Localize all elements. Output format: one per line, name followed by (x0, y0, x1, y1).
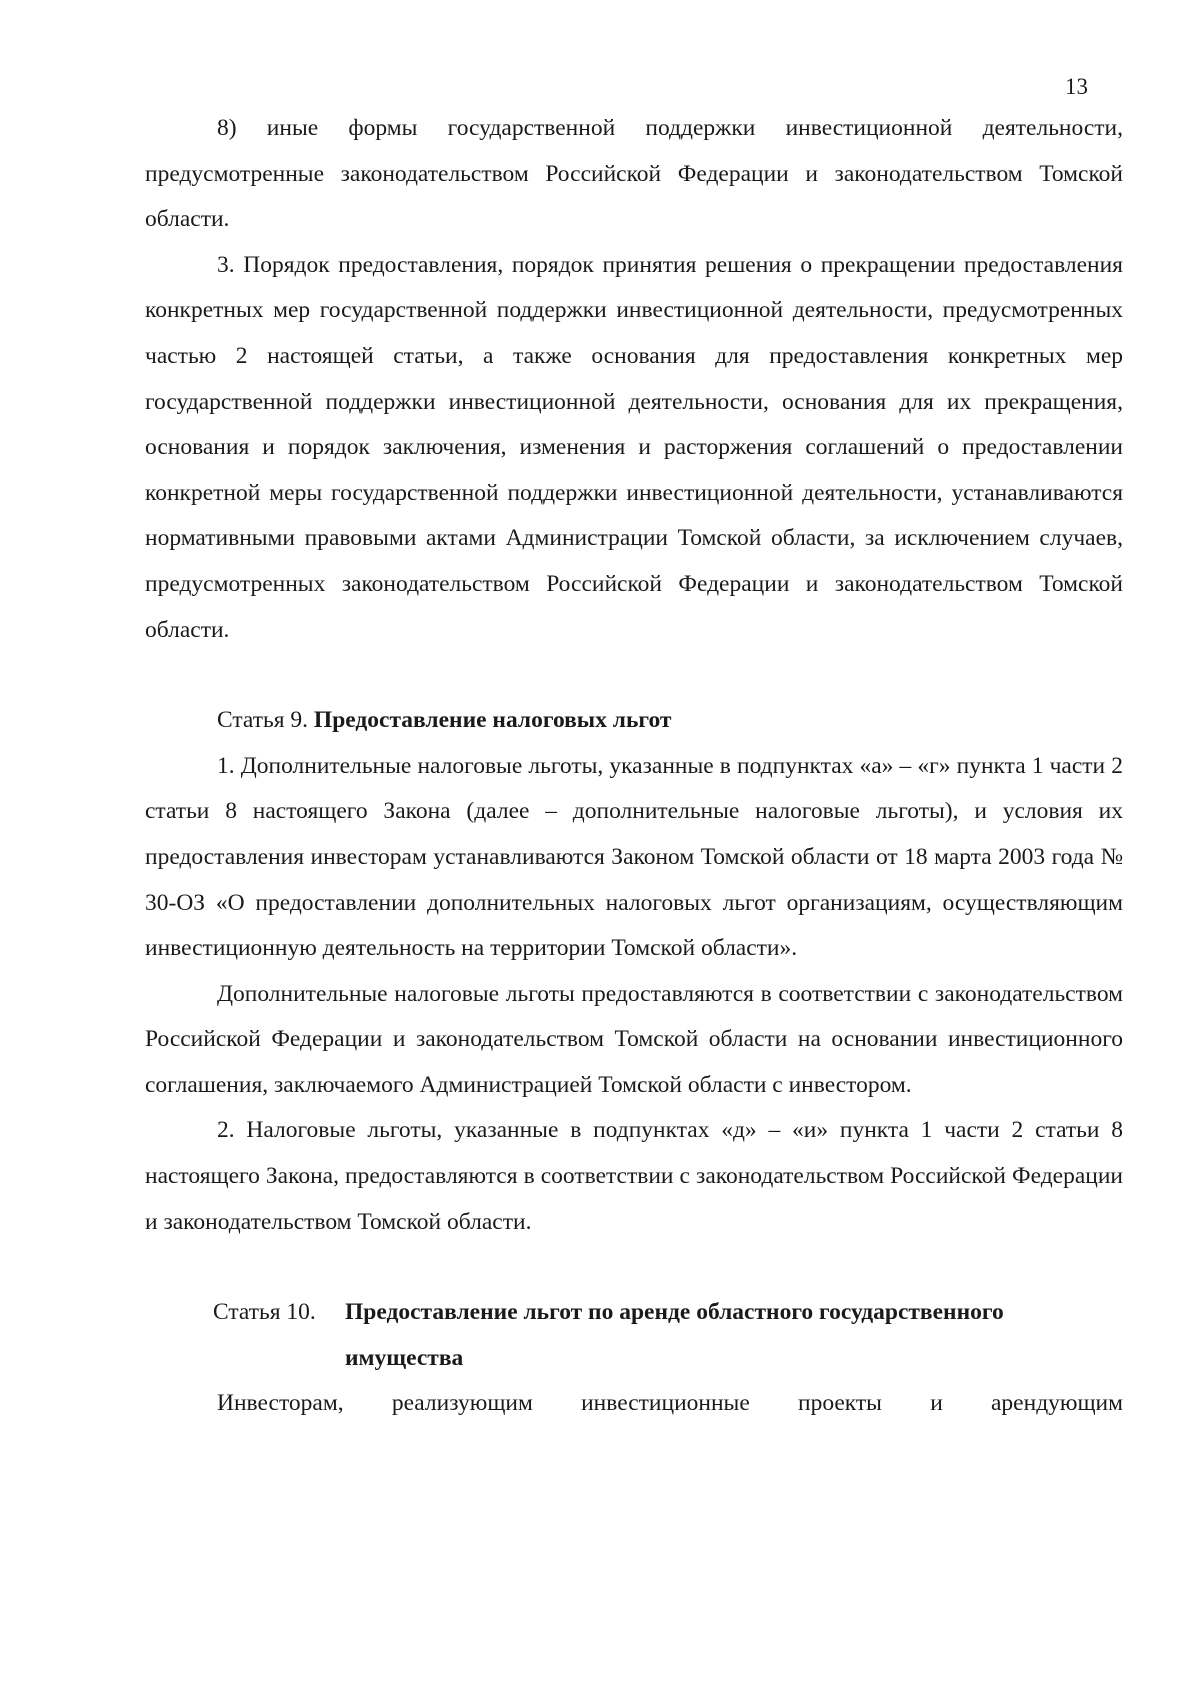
article-9-label: Статья 9. (217, 707, 309, 734)
article-10-title: Предоставление льгот по аренде областного государственного имущества (345, 1299, 1004, 1371)
article-9-heading (145, 698, 1123, 744)
paragraph-article-9-part-2: 2. Налоговые льготы, указанные в подпунктах «д» – «и» пункта 1 части 2 статьи 8 настоящего Закона, предоставляются в соответствии с законодательством Российской Федерации и законодательством Томской области. (145, 1117, 1123, 1235)
section-gap (145, 1245, 1123, 1290)
paragraph-item-8: 8) иные формы государственной поддержки инвестиционной деятельности, предусмотренные законодательством Российской Федерации и законодательством Томской области. (145, 115, 1123, 233)
document-body (145, 106, 1123, 1427)
page-number: 13 (1065, 74, 1088, 99)
article-10-heading (145, 1290, 1123, 1381)
paragraph-article-10-start: Инвесторам, реализующим инвестиционные проекты и арендующим (217, 1390, 1123, 1417)
paragraph-article-9-part-1: 1. Дополнительные налоговые льготы, указанные в подпунктах «а» – «г» пункта 1 части 2 статьи 8 настоящего Закона (далее – дополнительные налоговые льготы), и условия их предоставления инвесторам устанавливаются Законом Томской области от 18 марта 2003 года № 30-ОЗ «О предоставлении дополнительных налоговых льгот организациям, осуществляющим инвестиционную деятельность на территории Томской области». (145, 752, 1123, 962)
section-gap (145, 653, 1123, 698)
paragraph-part-3: 3. Порядок предоставления, порядок принятия решения о прекращении предоставления конкретных мер государственной поддержки инвестиционной деятельности, предусмотренных частью 2 настоящей статьи, а также основания для предоставления конкретных мер государственной поддержки инвестиционной деятельности, основания для их прекращения, основания и порядок заключения, изменения и расторжения соглашений о предоставлении конкретной меры государственной поддержки инвестиционной деятельности, устанавливаются нормативными правовыми актами Администрации Томской области, за исключением случаев, предусмотренных законодательством Российской Федерации и законодательством Томской области. (145, 251, 1123, 643)
article-9-title: Предоставление налоговых льгот (313, 707, 672, 734)
article-10-label: Статья 10. (213, 1299, 316, 1326)
paragraph-article-9-additional: Дополнительные налоговые льготы предоставляются в соответствии с законодательством Российской Федерации и законодательством Томской области на основании инвестиционного соглашения, заключаемого Администрацией Томской области с инвестором. (145, 980, 1123, 1098)
